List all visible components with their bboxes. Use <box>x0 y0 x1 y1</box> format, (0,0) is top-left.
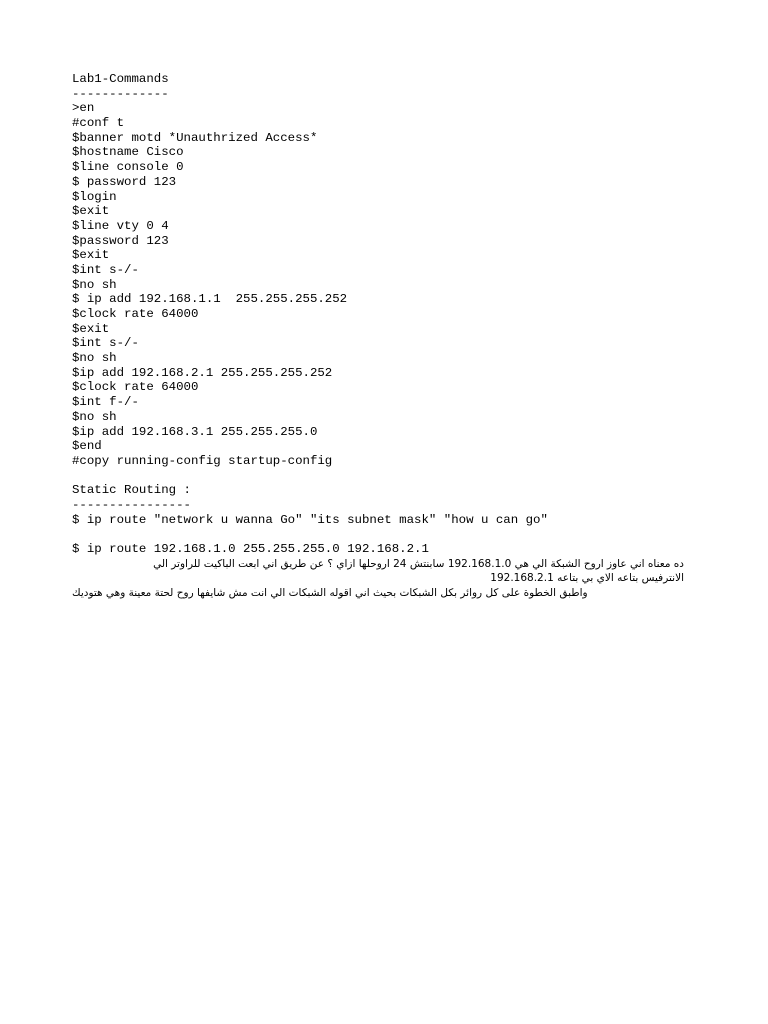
lab-title: Lab1-Commands <box>72 72 169 86</box>
command-line: $password 123 <box>72 233 169 248</box>
arabic-instruction: واطبق الخطوة على كل روائر بكل الشبكات بحيث اني اقوله الشبكات الي انت مش شايفها روح لحتة معينة وهي هتوديك <box>72 586 588 599</box>
command-line: $no sh <box>72 351 117 366</box>
route-example: $ ip route 192.168.1.0 255.255.255.0 192.168.2.1 <box>72 542 429 556</box>
command-line: $ ip add 192.168.1.1 255.255.255.252 <box>72 292 348 307</box>
command-line: $ password 123 <box>72 174 177 189</box>
command-line: #conf t <box>72 116 125 131</box>
document-body <box>72 72 696 600</box>
static-routing-underline: ---------------- <box>72 497 191 512</box>
spacer <box>72 469 696 484</box>
static-routing-heading: Static Routing : <box>72 483 191 498</box>
arabic-explanation-line: ده معناه اني عاوز اروح الشبكة الي هي 192.168.1.0 سابنتش 24 اروحلها ازاي ؟ عن طريق اني ابعت الباكيت للراوتر الي <box>153 557 684 570</box>
title-underline: ------------- <box>72 86 169 101</box>
command-line: $exit <box>72 204 110 219</box>
command-line: $no sh <box>72 409 117 424</box>
command-line: $banner motd *Unauthrized Access* <box>72 130 318 145</box>
arabic-explanation-line: الانترفيس بتاعه الاي بي بتاعه 192.168.2.1 <box>490 572 684 585</box>
command-line: $line console 0 <box>72 160 184 175</box>
command-line: $int f-/- <box>72 395 139 410</box>
route-template: $ ip route "network u wanna Go" "its subnet mask" "how u can go" <box>72 512 548 527</box>
command-line: $exit <box>72 248 110 263</box>
command-line: $no sh <box>72 277 117 292</box>
arabic-explanation <box>72 557 684 586</box>
command-line: #copy running-config startup-config <box>72 453 333 468</box>
command-line: $clock rate 64000 <box>72 380 199 395</box>
command-line: $login <box>72 189 117 204</box>
command-line: $exit <box>72 321 110 336</box>
command-line: $int s-/- <box>72 336 139 351</box>
spacer <box>72 527 696 542</box>
command-line: $int s-/- <box>72 262 139 277</box>
command-line: >en <box>72 101 95 116</box>
command-line: $line vty 0 4 <box>72 218 169 233</box>
command-line: $clock rate 64000 <box>72 307 199 321</box>
command-line: $end <box>72 439 102 454</box>
command-line: $hostname Cisco <box>72 145 184 160</box>
command-line: $ip add 192.168.3.1 255.255.255.0 <box>72 424 318 439</box>
command-line: $ip add 192.168.2.1 255.255.255.252 <box>72 365 333 380</box>
